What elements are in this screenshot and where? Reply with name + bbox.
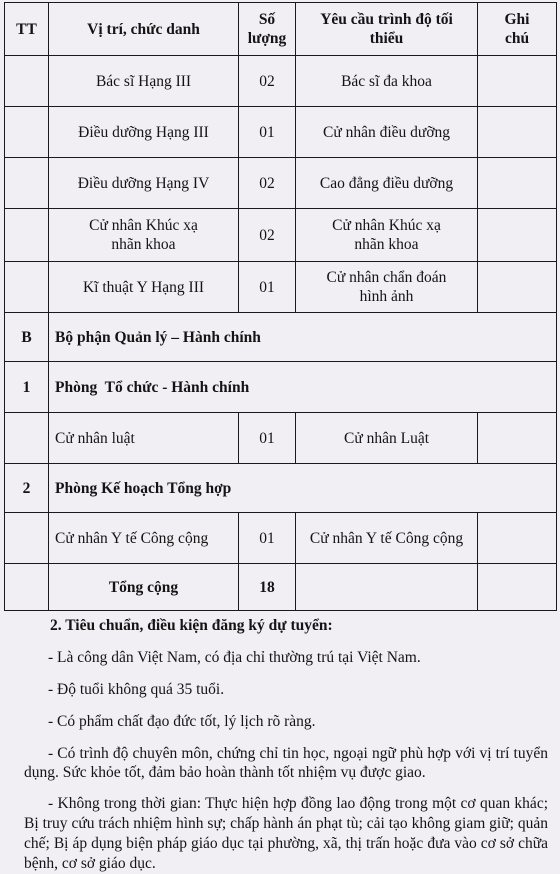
criteria-item: - Độ tuổi không quá 35 tuổi. bbox=[48, 681, 225, 698]
total-row bbox=[5, 564, 557, 611]
row-tt bbox=[5, 107, 49, 158]
row-tt bbox=[5, 262, 49, 313]
criteria-item: - Có trình độ chuyên môn, chứng chỉ tin học, ngoại ngữ phù hợp với vị trí tuyển dụng. Sức khỏe tốt, đảm bảo hoàn thành tốt nhiệm vụ được giao. bbox=[24, 745, 548, 781]
total-tt bbox=[5, 564, 49, 611]
row-position: Điều dưỡng Hạng III bbox=[49, 107, 239, 158]
header-quantity bbox=[239, 3, 296, 56]
row-requirement: Cao đẳng điều dưỡng bbox=[296, 158, 478, 209]
row-quantity: 01 bbox=[239, 107, 296, 158]
section-row-2 bbox=[5, 464, 557, 513]
table-row bbox=[5, 262, 557, 313]
criteria-item: - Không trong thời gian: Thực hiện hợp đồng lao động trong một cơ quan khác; Bị truy cứu trách nhiệm hình sự; chấp hành án phạt tù; cải tạo không giam giữ; quản chế; Bị áp dụng biện pháp giáo dục tại phường, xã, thị trấn hoặc đưa vào cơ sở chữa bệnh, cơ sở giáo dục. bbox=[24, 795, 548, 872]
section-2-label: Phòng Kế hoạch Tổng hợp bbox=[49, 464, 557, 513]
row-position-line2: nhãn khoa bbox=[111, 236, 176, 253]
total-note bbox=[478, 564, 557, 611]
criteria-heading: 2. Tiêu chuẩn, điều kiện đăng ký dự tuyển: bbox=[50, 617, 333, 634]
header-quantity-line1: Số bbox=[258, 11, 276, 28]
row-note bbox=[478, 262, 557, 313]
table-row bbox=[5, 209, 557, 262]
row-quantity: 01 bbox=[239, 413, 296, 464]
row-quantity: 02 bbox=[239, 158, 296, 209]
row-note bbox=[478, 209, 557, 262]
row-note bbox=[478, 513, 557, 564]
header-note-line2: chú bbox=[504, 30, 530, 47]
section-2-tt: 2 bbox=[5, 464, 49, 513]
row-requirement-line2: nhãn khoa bbox=[354, 236, 419, 253]
table-header-row bbox=[5, 3, 557, 56]
row-quantity: 01 bbox=[239, 513, 296, 564]
row-position-line1: Cử nhân Khúc xạ bbox=[89, 217, 198, 234]
section-1-label: Phòng Tổ chức - Hành chính bbox=[49, 362, 557, 413]
total-quantity: 18 bbox=[239, 564, 296, 611]
header-position: Vị trí, chức danh bbox=[49, 3, 239, 56]
row-requirement bbox=[296, 209, 478, 262]
table-row bbox=[5, 413, 557, 464]
table-row bbox=[5, 513, 557, 564]
row-requirement bbox=[296, 262, 478, 313]
row-note bbox=[478, 158, 557, 209]
row-tt bbox=[5, 513, 49, 564]
row-position: Bác sĩ Hạng III bbox=[49, 56, 239, 107]
section-1-tt: 1 bbox=[5, 362, 49, 413]
row-quantity: 01 bbox=[239, 262, 296, 313]
header-note-line1: Ghi bbox=[504, 11, 530, 28]
row-requirement-line1: Cử nhân chẩn đoán bbox=[326, 269, 447, 286]
row-note bbox=[478, 107, 557, 158]
row-note bbox=[478, 56, 557, 107]
row-requirement-line1: Cử nhân Khúc xạ bbox=[332, 217, 441, 234]
row-position: Cử nhân Y tế Công cộng bbox=[49, 513, 239, 564]
section-row-b bbox=[5, 313, 557, 362]
row-requirement: Cử nhân Y tế Công cộng bbox=[296, 513, 478, 564]
header-quantity-line2: lượng bbox=[247, 30, 287, 47]
header-requirement bbox=[296, 3, 478, 56]
row-requirement: Cử nhân Luật bbox=[296, 413, 478, 464]
table-row bbox=[5, 56, 557, 107]
section-row-1 bbox=[5, 362, 557, 413]
row-position: Điều dưỡng Hạng IV bbox=[49, 158, 239, 209]
header-tt: TT bbox=[5, 3, 49, 56]
header-note bbox=[478, 3, 557, 56]
section-b-label: Bộ phận Quản lý – Hành chính bbox=[49, 313, 557, 362]
row-position: Kĩ thuật Y Hạng III bbox=[49, 262, 239, 313]
row-requirement: Bác sĩ đa khoa bbox=[296, 56, 478, 107]
row-tt bbox=[5, 209, 49, 262]
criteria-item: - Có phẩm chất đạo đức tốt, lý lịch rõ ràng. bbox=[48, 713, 316, 730]
row-requirement-line2: hình ảnh bbox=[359, 288, 414, 305]
row-tt bbox=[5, 158, 49, 209]
row-tt bbox=[5, 413, 49, 464]
row-position: Cử nhân luật bbox=[49, 413, 239, 464]
total-label: Tổng cộng bbox=[49, 564, 239, 611]
header-requirement-line2: thiểu bbox=[369, 30, 404, 47]
section-b-tt: B bbox=[5, 313, 49, 362]
total-requirement bbox=[296, 564, 478, 611]
row-tt bbox=[5, 56, 49, 107]
criteria-item: - Là công dân Việt Nam, có địa chỉ thường trú tại Việt Nam. bbox=[48, 649, 421, 666]
recruitment-table bbox=[4, 2, 557, 611]
row-note bbox=[478, 413, 557, 464]
header-requirement-line1: Yêu cầu trình độ tối bbox=[320, 11, 453, 28]
row-quantity: 02 bbox=[239, 209, 296, 262]
row-quantity: 02 bbox=[239, 56, 296, 107]
table-row bbox=[5, 158, 557, 209]
table-row bbox=[5, 107, 557, 158]
row-position bbox=[49, 209, 239, 262]
row-requirement: Cử nhân điều dưỡng bbox=[296, 107, 478, 158]
